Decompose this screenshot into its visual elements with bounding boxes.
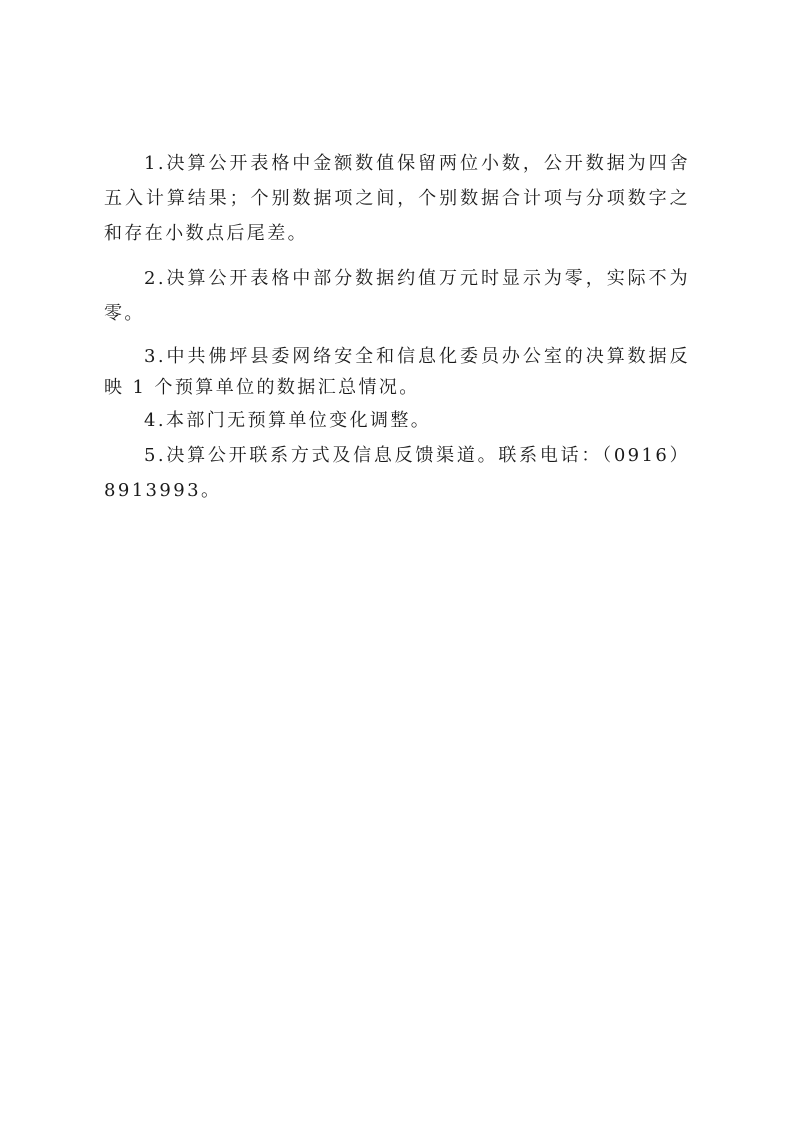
notes-section: [104, 146, 690, 508]
note-paragraph-5: 5.决算公开联系方式及信息反馈渠道。联系电话：（0916）8913993。: [104, 445, 690, 501]
note-paragraph-2: 2.决算公开表格中部分数据约值万元时显示为零，实际不为零。: [104, 268, 690, 324]
note-paragraph-3: 3.中共佛坪县委网络安全和信息化委员办公室的决算数据反映 1 个预算单位的数据汇总情况。: [104, 346, 690, 398]
note-paragraph-1: 1.决算公开表格中金额数值保留两位小数，公开数据为四舍五入计算结果；个别数据项之间，个别数据合计项与分项数字之和存在小数点后尾差。: [104, 153, 690, 244]
note-paragraph-4: 4.本部门无预算单位变化调整。: [144, 410, 432, 431]
